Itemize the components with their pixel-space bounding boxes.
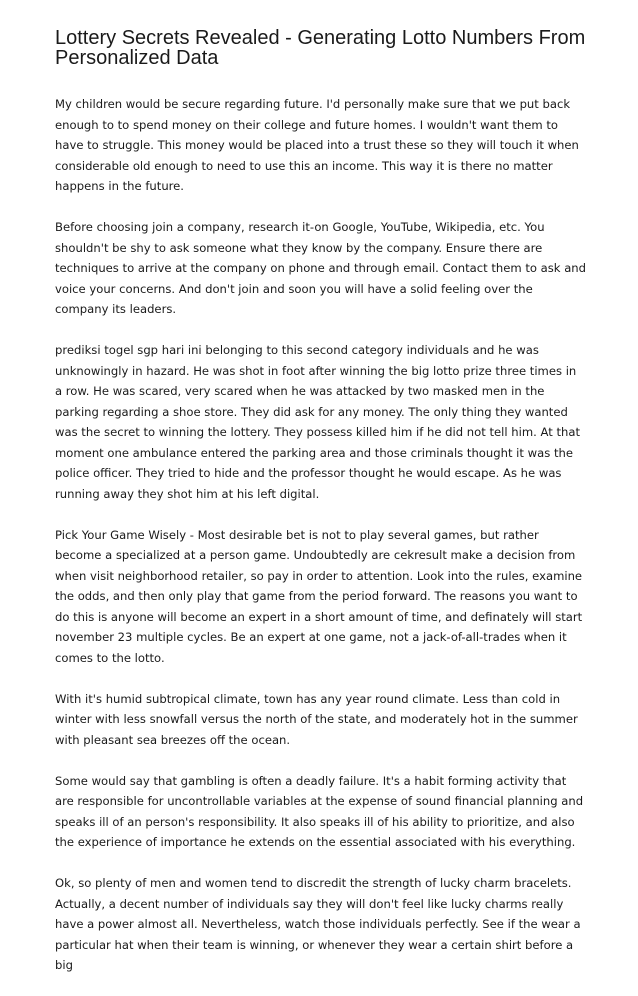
document-body xyxy=(55,94,586,996)
paragraph: Some would say that gambling is often a deadly failure. It's a habit forming activity that are responsible for uncontrollable variables at the expense of sound financial planning and speaks ill of an person's responsibility. It also speaks ill of his ability to prioritize, and also the experience of importance he extends on the essential associated with his everything. xyxy=(55,773,584,849)
paragraph: With it's humid subtropical climate, town has any year round climate. Less than cold in winter with less snowfall versus the north of the state, and moderately hot in the summer with pleasant sea breezes off the ocean. xyxy=(55,691,578,747)
paragraph: prediksi togel sgp hari ini belonging to this second category individuals and he was unknowingly in hazard. He was shot in foot after winning the big lotto prize three times in a row. He was scared, very scared when he was attacked by two masked men in the parking regarding a shoe store. They did ask for any money. The only thing they wanted was the secret to winning the lottery. They possess killed him if he did not tell him. At that moment one ambulance entered the parking area and those criminals thought it was the police officer. They tried to hide and the professor thought he would escape. As he was running away they shot him at his left digital. xyxy=(55,343,581,501)
paragraph: Before choosing join a company, research it-on Google, YouTube, Wikipedia, etc. You shouldn't be shy to ask someone what they know by the company. Ensure there are techniques to arrive at the company on phone and through email. Contact them to ask and voice your concerns. And don't join and soon you will have a solid feeling over the company its leaders. xyxy=(55,220,587,316)
paragraph: Pick Your Game Wisely - Most desirable bet is not to play several games, but rather become a specialized at a person game. Undoubtedly are cekresult make a decision from when visit neighborhood retailer, so pay in order to attention. Look into the rules, examine the odds, and then only play that game from the period forward. The reasons you want to do this is anyone will become an expert in a short amount of time, and definately will start november 23 multiple cycles. Be an expert at one game, not a jack-of-all-trades when it comes to the lotto. xyxy=(55,527,583,665)
document-title: Lottery Secrets Revealed - Generating Lotto Numbers From Personalized Data xyxy=(55,27,586,69)
paragraph: My children would be secure regarding future. I'd personally make sure that we put back enough to to spend money on their college and future homes. I wouldn't want them to have to struggle. This money would be placed into a trust these so they will touch it when considerable old enough to need to use this an income. This way it is there no matter happens in the future. xyxy=(55,97,579,193)
paragraph: Ok, so plenty of men and women tend to discredit the strength of lucky charm bracelets. Actually, a decent number of individuals say they will don't feel like lucky charms really have a power almost all. Nevertheless, watch those individuals perfectly. See if the wear a particular hat when their team is winning, or whenever they wear a certain shirt before a big xyxy=(55,876,581,972)
